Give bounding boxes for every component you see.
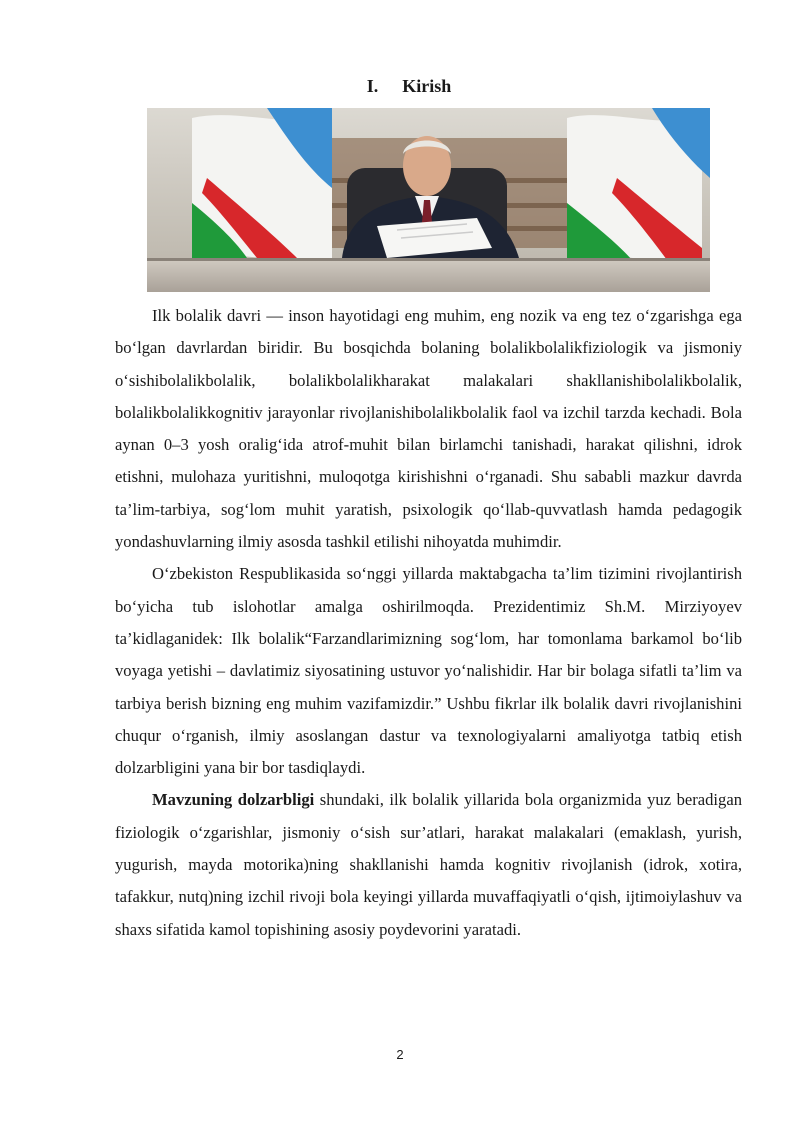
section-title: Kirish (402, 76, 452, 96)
president-photo (147, 108, 710, 292)
section-heading (0, 74, 800, 98)
page-number: 2 (396, 1047, 404, 1062)
section-number: I. (366, 76, 379, 96)
paragraph-intro (115, 300, 742, 558)
paragraph-text: Ilk bolalik davri — inson hayotidagi eng muhim, eng nozik va eng tez oʻzgarishga ega boʻlgan davrlardan biridir. Bu bosqichda bolaning bolalikbolalikfiziologik va jismoniy oʻsishibolalikbolalik, bolalikbolalikharakat malakalari shakllanishibolalikbolalik, bolalikbolalikkognitiv jarayonlar rivojlanishibolalikbolalik faol va izchil tarzda kechadi. Bola aynan 0–3 yosh oraligʻida atrof-muhit bilan birlamchi tanishadi, harakat qilishni, idrok etishni, mulohaza yuritishni, muloqotga kirishishni oʻrganadi. Shu sababli mazkur davrda ta’lim-tarbiya, sogʻlom muhit yaratish, psixologik qoʻllab-quvvatlash hamda pedagogik yondashuvlarning ilmiy asosda tashkil etilishi nihoyatda muhimdir. (115, 306, 742, 552)
paragraph-text: shundaki, ilk bolalik yillarida bola organizmida yuz beradigan fiziologik oʻzgarishlar, jismoniy oʻsish sur’atlari, harakat malakalari (emaklash, yurish, yugurish, mayda motorika)ning shakllanishi hamda kognitiv rivojlanish (idrok, xotira, tafakkur, nutq)ning izchil rivoji bola keyingi yillarda muvaffaqiyatli oʻqish, ijtimoiylashuv va shaxs sifatida kamol topishining asosiy poydevorini yaratadi. (115, 790, 742, 939)
paragraph-reforms (115, 558, 742, 784)
relevance-lead: Mavzuning dolzarbligi (152, 790, 315, 810)
body-text (115, 300, 742, 946)
paragraph-text: Oʻzbekiston Respublikasida soʻnggi yillarda maktabgacha ta’lim tizimini rivojlantirish boʻyicha tub islohotlar amalga oshirilmoqda. Prezidentimiz Sh.M. Mirziyoyev ta’kidlaganidek: Ilk bolalik“Farzandlarimizning sogʻlom, har tomonlama barkamol boʻlib voyaga yetishi – davlatimiz siyosatining ustuvor yoʻnalishidir. Har bir bolaga sifatli ta’lim va tarbiya berish bizning eng muhim vazifamizdir.” Ushbu fikrlar ilk bolalik davri rivojlanishini chuqur oʻrganish, ilmiy asoslangan dastur va texnologiyalarni amaliyotga tatbiq etish dolzarbligini yana bir bor tasdiqlaydi. (115, 564, 742, 778)
left-flag (192, 108, 332, 261)
right-flag (567, 108, 710, 261)
paragraph-relevance (115, 784, 742, 945)
